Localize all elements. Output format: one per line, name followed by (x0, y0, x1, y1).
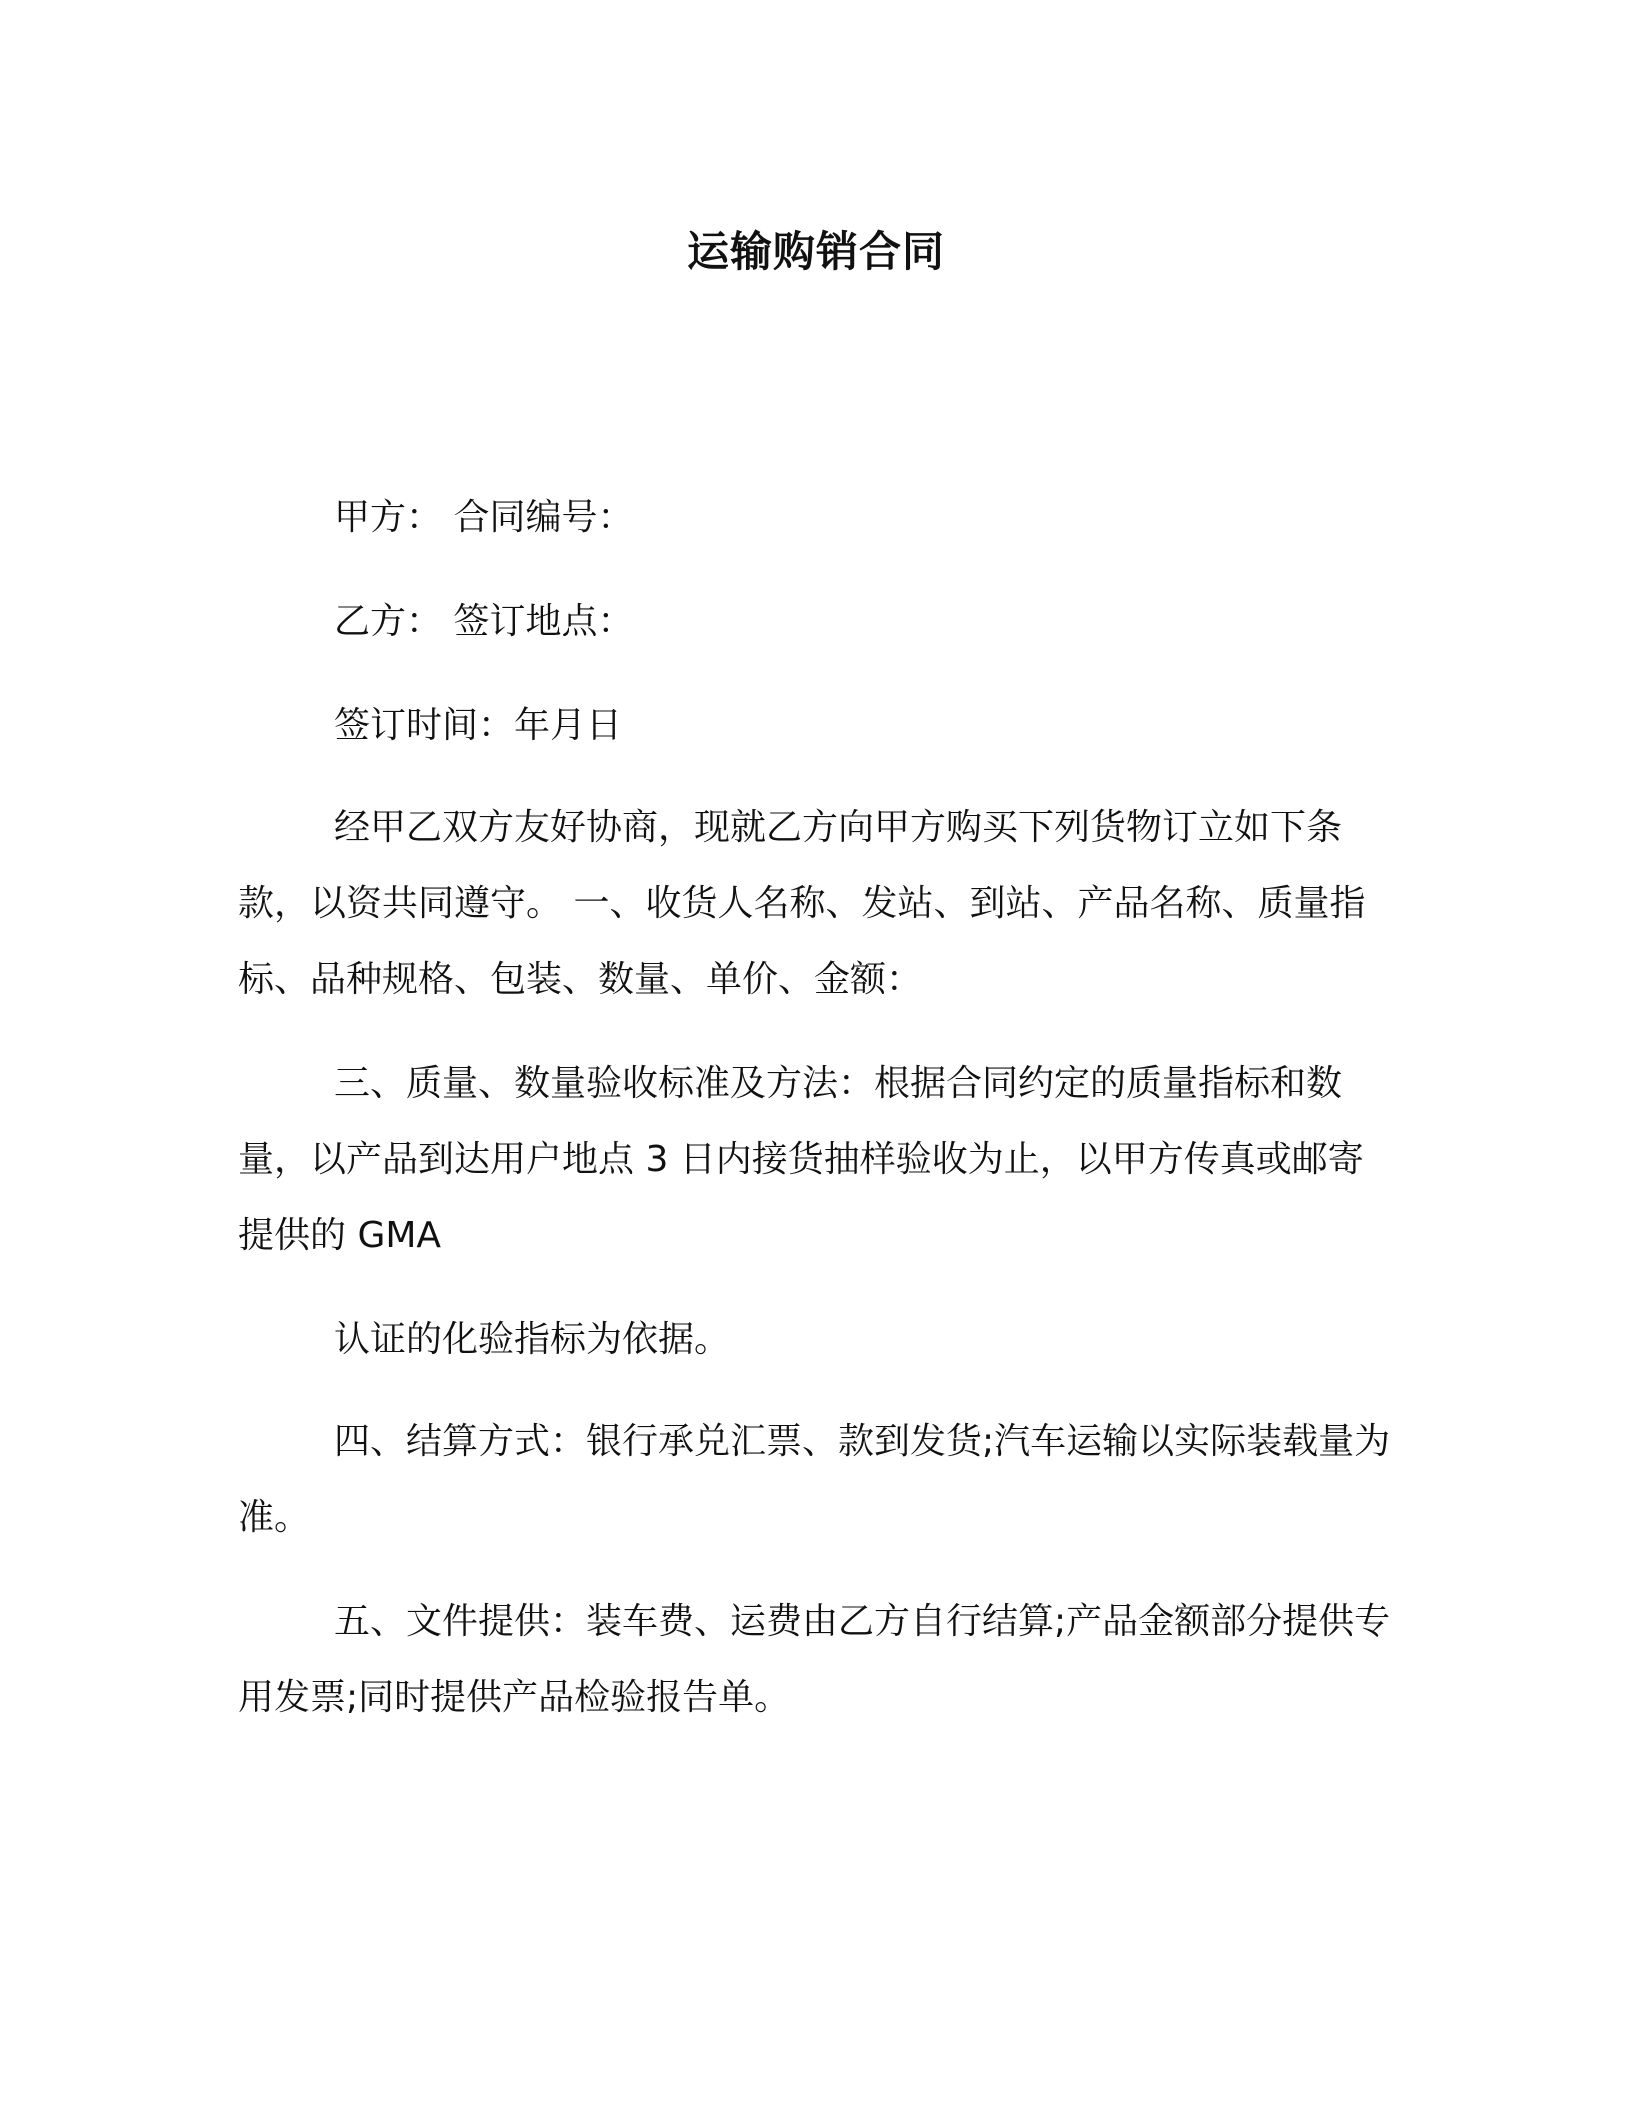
signing-date-field: 签订时间：年月日 (334, 705, 623, 746)
paragraph-clause-five: 五、文件提供：装车费、运费由乙方自行结算;产品金额部分提供专用发票;同时提供产品检验报告单。 (238, 1601, 1391, 1718)
party-b-signing-place-field: 乙方： 签订地点： (334, 601, 634, 642)
paragraph-intro-clause-one: 经甲乙双方友好协商，现就乙方向甲方购买下列货物订立如下条款，以资共同遵守。 一、收货人名称、发站、到站、产品名称、质量指标、品种规格、包装、数量、单价、金额： (238, 807, 1366, 1000)
document-title: 运输购销合同 (686, 227, 945, 276)
paragraph-clause-three: 三、质量、数量验收标准及方法：根据合同约定的质量指标和数量，以产品到达用户地点 3 日内接货抽样验收为止，以甲方传真或邮寄提供的 GMA (238, 1063, 1364, 1256)
paragraph-clause-four: 四、结算方式：银行承兑汇票、款到发货;汽车运输以实际装载量为准。 (238, 1421, 1391, 1538)
paragraph-clause-three-continued: 认证的化验指标为依据。 (334, 1319, 731, 1360)
party-a-contract-number-field: 甲方： 合同编号： (334, 497, 634, 538)
